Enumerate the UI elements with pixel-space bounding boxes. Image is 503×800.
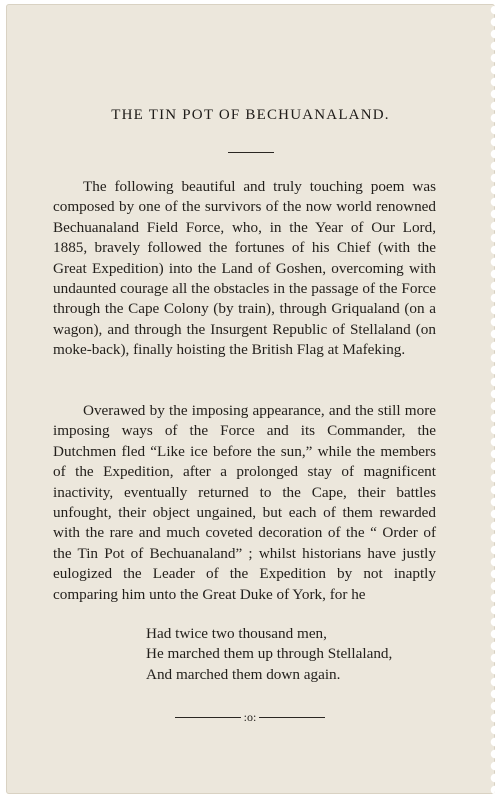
ornament-line-right: [259, 717, 325, 718]
ornament-mark: :o:: [243, 709, 257, 724]
document-page: [6, 4, 495, 794]
verse-line-2: He marched them up through Stellaland,: [146, 645, 393, 663]
ornament-line-left: [175, 717, 241, 718]
title-divider: [228, 152, 274, 153]
ornament-divider: [175, 710, 325, 724]
verse-line-3: And marched them down again.: [146, 665, 341, 683]
verse-line-1: Had twice two thousand men,: [146, 625, 327, 642]
paragraph-2: Overawed by the imposing appearance, and the still more imposing ways of the Force and its Commander, the Dutchmen fled “Like ice before the sun,” while the members of the Expedition, after a prolonged stay of magnificent inactivity, eventually returned to the Cape, their battles unfought, their object ungained, but each of them rewarded with the rare and much coveted decoration of the “ Order of the Tin Pot of Bechuanaland” ; whilst historians have justly eulogized the Leader of the Expedition by not inaptly comparing him unto the Great Duke of York, for he: [53, 402, 436, 603]
document-title: THE TIN POT OF BECHUANALAND.: [111, 107, 390, 123]
paragraph-1: The following beautiful and truly touching poem was composed by one of the survivors of the now world renowned Bechuanaland Field Force, who, in the Year of Our Lord, 1885, bravely followed the fortunes of his Chief (with the Great Expedition) into the Land of Goshen, overcoming with undaunted courage all the obstacles in the passage of the Force through the Cape Colony (by train), through Griqualand (on a wagon), and through the Insurgent Republic of Stellaland (on moke-back), finally hoisting the British Flag at Mafeking.: [53, 178, 436, 359]
verse: [146, 624, 446, 685]
